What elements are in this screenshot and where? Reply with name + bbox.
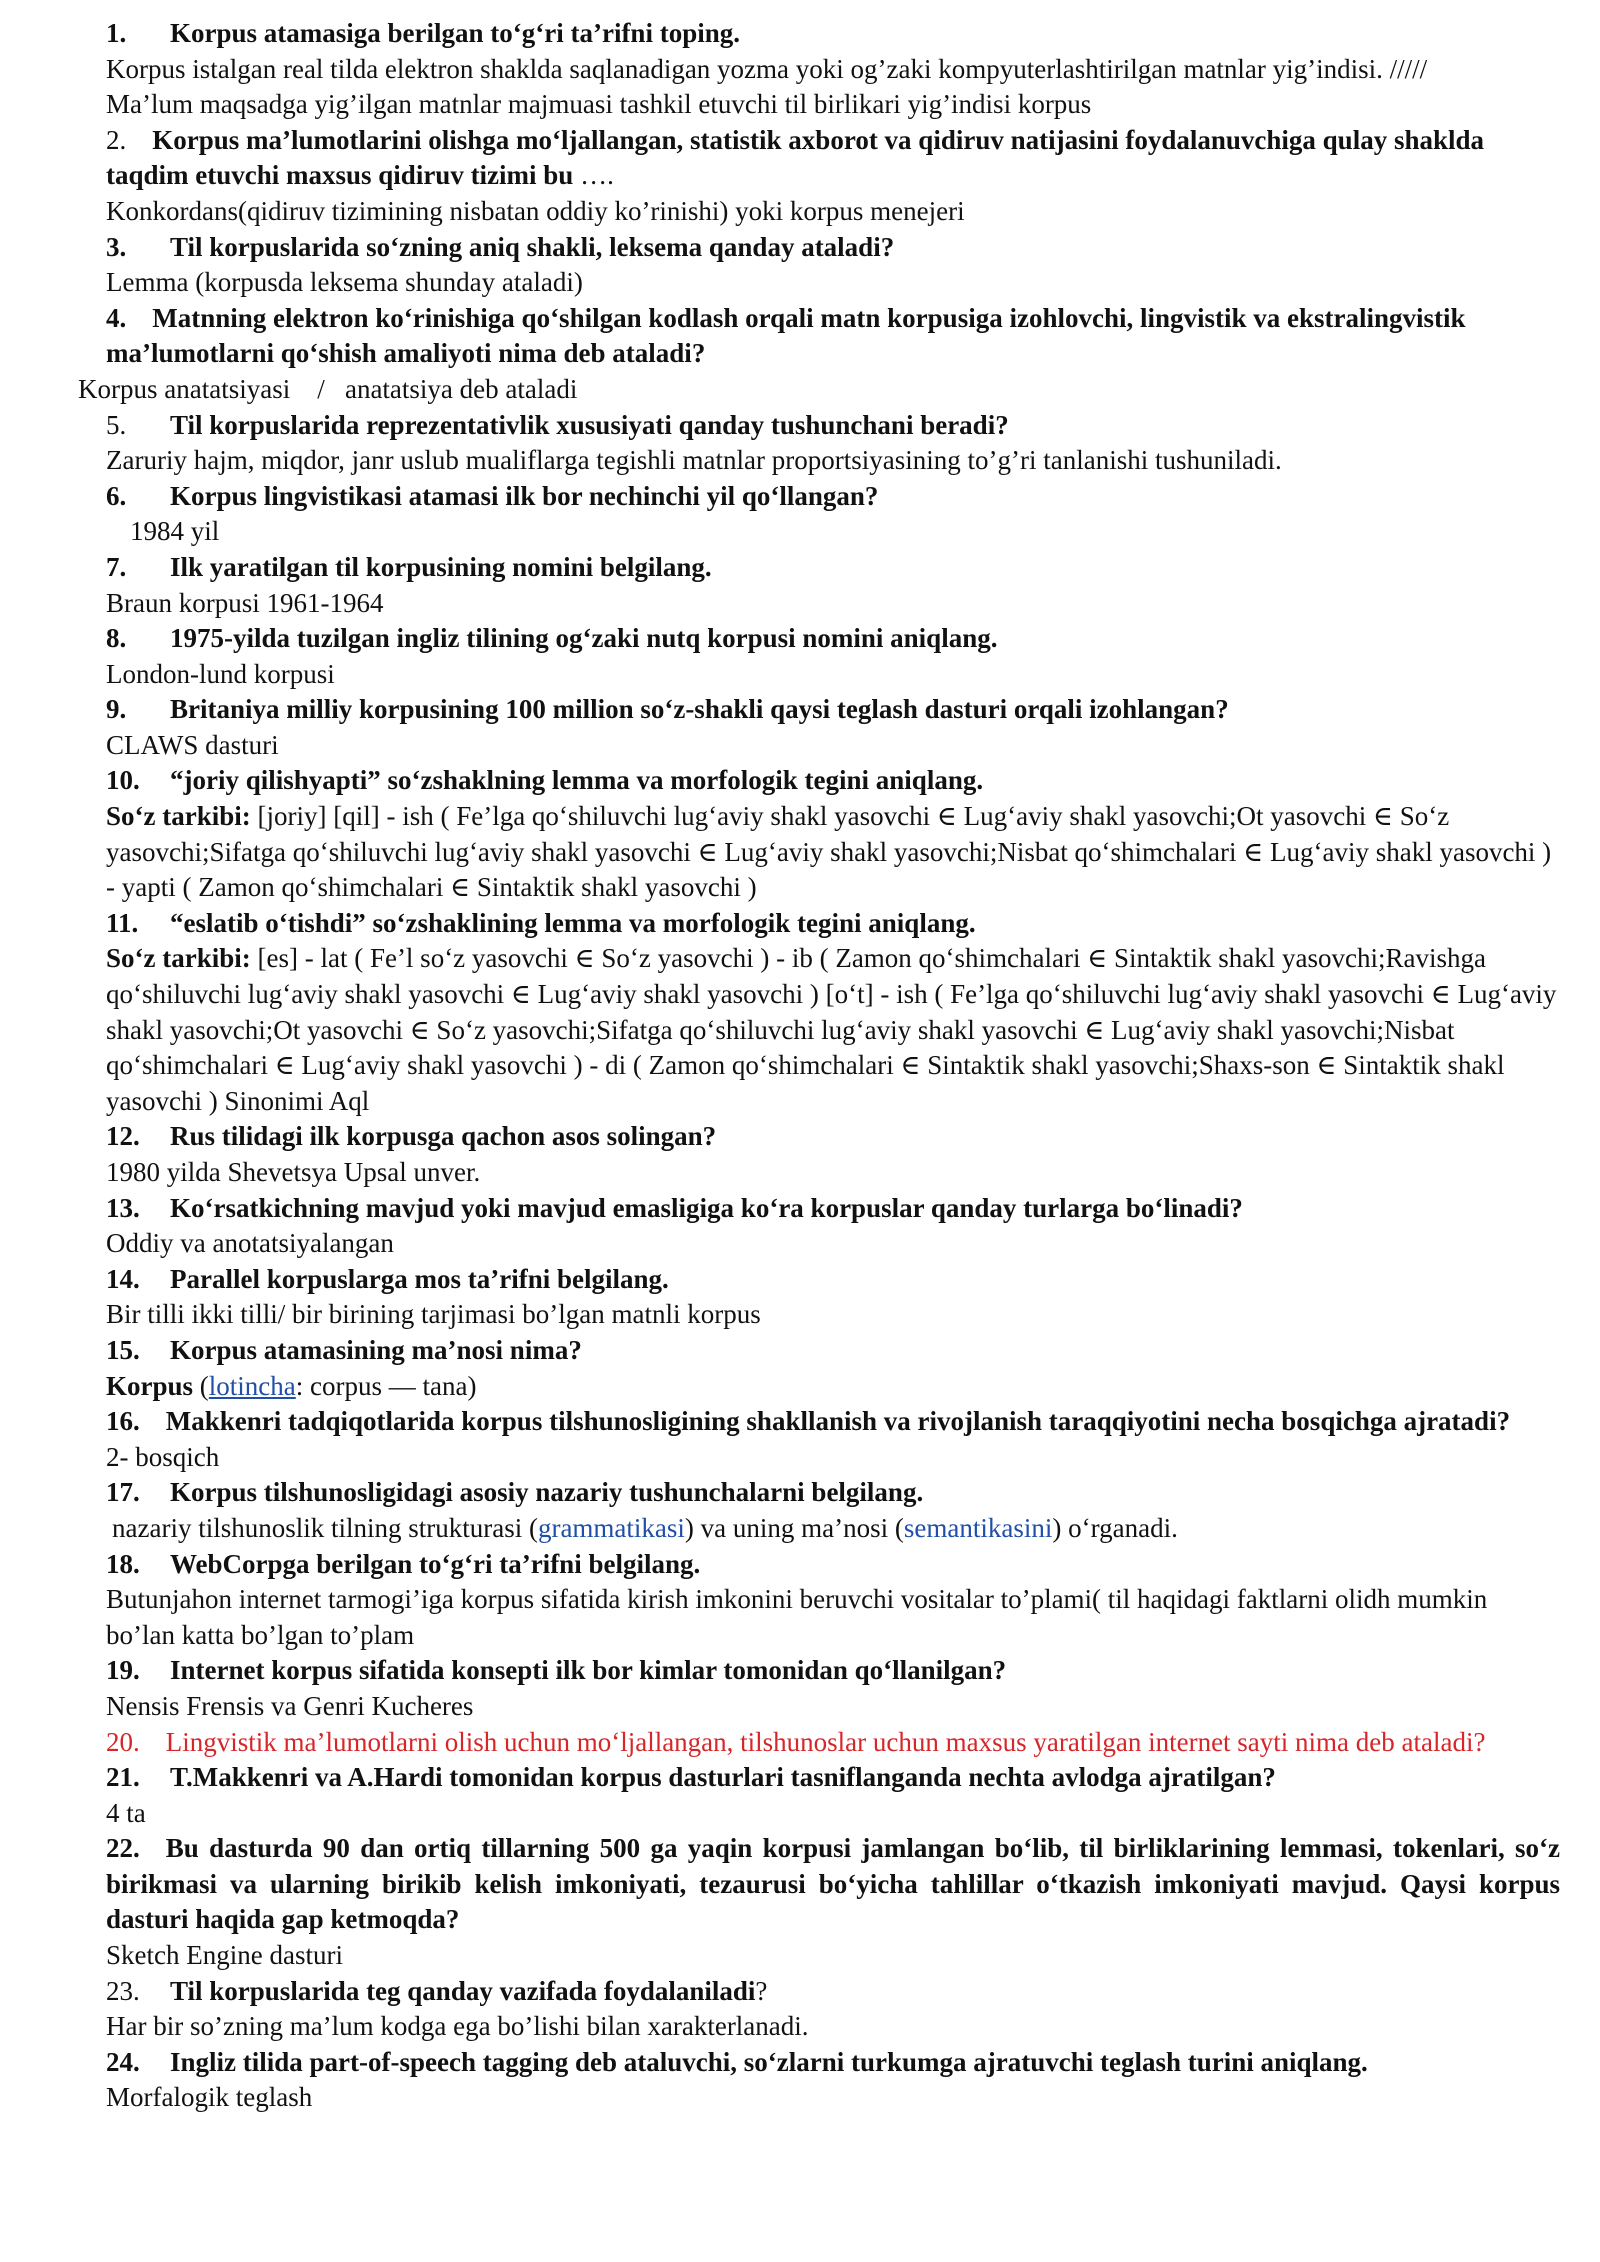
question-6 xyxy=(78,479,1560,515)
question-7 xyxy=(78,550,1560,586)
answer-22: Sketch Engine dasturi xyxy=(106,1940,343,1971)
answer-text: ) va uning ma’nosi ( xyxy=(684,1512,904,1543)
answer-21: 4 ta xyxy=(106,1797,146,1828)
question-text: Til korpuslarida reprezentativlik xususiyati qanday tushunchani beradi? xyxy=(170,409,1009,440)
question-4 xyxy=(78,301,1560,372)
question-text: Britaniya milliy korpusining 100 million so‘z-shakli qaysi teglash dasturi orqali izohlangan? xyxy=(170,694,1229,725)
question-21 xyxy=(78,1760,1560,1796)
question-1 xyxy=(78,16,1560,52)
document-page xyxy=(78,16,1560,2116)
question-text: Makkenri tadqiqotlarida korpus tilshunosligining shakllanish va rivojlanish taraqqiyotini necha bosqichga ajratadi? xyxy=(165,1406,1511,1437)
question-number: 18. xyxy=(106,1548,140,1579)
answer-16: 2- bosqich xyxy=(106,1441,220,1472)
answer-24: Morfalogik teglash xyxy=(106,2082,313,2113)
question-24 xyxy=(78,2045,1560,2081)
question-number: 1. xyxy=(106,18,127,48)
question-number: 23. xyxy=(106,1975,140,2006)
answer-12: 1980 yilda Shevetsya Upsal unver. xyxy=(106,1157,481,1187)
answer-text: ( xyxy=(193,1370,209,1401)
answer-8: London-lund korpusi xyxy=(106,658,335,689)
question-number: 7. xyxy=(106,551,127,582)
question-number: 12. xyxy=(106,1121,140,1152)
answer-23: Har bir so’zning ma’lum kodga ega bo’lishi bilan xarakterlanadi. xyxy=(106,2011,809,2042)
question-number: 13. xyxy=(106,1192,140,1223)
answer-1-part-2: Ma’lum maqsadga yig’ilgan matnlar majmuasi tashkil etuvchi til birlikari yig’indisi korpus xyxy=(106,89,1092,120)
question-22 xyxy=(78,1831,1560,1938)
question-number: 20. xyxy=(106,1726,140,1757)
question-number: 6. xyxy=(106,480,127,511)
answer-text: nazariy tilshunoslik tilning strukturasi ( xyxy=(112,1512,538,1543)
word-structure-text: [es] - lat ( Fe’l so‘z yasovchi ∈ So‘z yasovchi ) - ib ( Zamon qo‘shimchalari ∈ Sintaktik shakl yasovchi;Ravishga qo‘shiluvchi lug‘aviy shakl yasovchi ∈ Lug‘aviy shakl yasovchi ) [o‘t] - ish ( Fe’lga qo‘shiluvchi lug‘aviy shakl yasovchi ∈ Lug‘aviy shakl yasovchi;Ot yasovchi ∈ So‘z yasovchi;Sifatga qo‘shiluvchi lug‘aviy shakl yasovchi ∈ Lug‘aviy shakl yasovchi;Nisbat qo‘shimchalari ∈ Lug‘aviy shakl yasovchi ) - di ( Zamon qo‘shimchalari ∈ Sintaktik shakl yasovchi;Shaxs-son ∈ Sintaktik shakl yasovchi ) Sinonimi Aql xyxy=(106,943,1557,1116)
question-text: Korpus atamasining ma’nosi nima? xyxy=(170,1334,582,1365)
semantikasini-link[interactable]: semantikasini xyxy=(903,1512,1053,1543)
answer-2: Konkordans(qidiruv tizimining nisbatan oddiy ko’rinishi) yoki korpus menejeri xyxy=(106,195,965,226)
question-text: Til korpuslarida so‘zning aniq shakli, leksema qanday ataladi? xyxy=(170,231,895,262)
question-20 xyxy=(78,1725,1560,1761)
question-11 xyxy=(78,906,1560,942)
grammatikasi-link[interactable]: grammatikasi xyxy=(537,1512,685,1543)
question-text: Bu dasturda 90 dan ortiq tillarning 500 ga yaqin korpusi jamlangan bo‘lib, til birliklarining lemmasi, tokenlari, so‘z birikmasi va ularning birikib kelish imkoniyati, tezaurusi bo‘yicha tahlillar o‘tkazish imkoniyati mavjud. Qaysi korpus dasturi haqida gap ketmoqda? xyxy=(106,1833,1560,1935)
lotincha-link[interactable]: lotincha xyxy=(208,1370,296,1401)
answer-5: Zaruriy hajm, miqdor, janr uslub mualiflarga tegishli matnlar proportsiyasining to’g’ri tanlanishi tushuniladi. xyxy=(106,445,1282,476)
question-text xyxy=(170,1974,1560,2010)
question-number: 16. xyxy=(106,1406,140,1437)
question-10 xyxy=(78,763,1560,799)
answer-14: Bir tilli ikki tilli/ bir birining tarjimasi bo’lgan matnli korpus xyxy=(106,1299,761,1330)
answer-1-part-1: Korpus istalgan real tilda elektron shaklda saqlanadigan yozma yoki og’zaki kompyuterlashtirilgan matnlar yig’indisi. ///// xyxy=(106,53,1428,84)
answer-3: Lemma (korpusda leksema shunday ataladi) xyxy=(106,267,583,298)
question-text: Korpus ma’lumotlarini olishga mo‘ljallangan, statistik axborot va qidiruv natijasini foydalanuvchiga qulay shaklda taqdim etuvchi maxsus qidiruv tizimi bu xyxy=(106,124,1485,191)
answer-text: : corpus — tana) xyxy=(295,1370,477,1401)
question-number: 10. xyxy=(106,765,140,796)
question-2 xyxy=(78,123,1560,194)
question-number: 9. xyxy=(106,694,127,725)
question-number: 19. xyxy=(106,1655,140,1686)
question-8 xyxy=(78,621,1560,657)
question-19 xyxy=(78,1653,1560,1689)
question-17 xyxy=(78,1475,1560,1511)
question-text: Internet korpus sifatida konsepti ilk bor kimlar tomonidan qo‘llanilgan? xyxy=(170,1655,1007,1686)
question-number: 17. xyxy=(106,1477,140,1508)
question-text: Korpus lingvistikasi atamasi ilk bor nechinchi yil qo‘llangan? xyxy=(170,480,879,511)
answer-9: CLAWS dasturi xyxy=(106,729,279,760)
question-number: 2. xyxy=(106,124,127,155)
question-tail: …. xyxy=(573,160,614,191)
question-text: Ingliz tilida part-of-speech tagging deb ataluvchi, so‘zlarni turkumga ajratuvchi teglash turini aniqlang. xyxy=(170,2046,1368,2077)
question-18 xyxy=(78,1547,1560,1583)
answer-6: 1984 yil xyxy=(130,516,220,547)
question-text: Ilk yaratilgan til korpusining nomini belgilang. xyxy=(170,551,712,582)
question-number: 22. xyxy=(106,1833,140,1864)
answer-17 xyxy=(78,1511,1560,1547)
answer-4: Korpus anatatsiyasi / anatatsiya deb ataladi xyxy=(78,373,578,404)
question-23 xyxy=(78,1974,1560,2010)
question-text: T.Makkenri va A.Hardi tomonidan korpus dasturlari tasniflanganda nechta avlodga ajratilgan? xyxy=(170,1762,1276,1793)
question-number: 8. xyxy=(106,623,127,654)
question-number: 5. xyxy=(106,409,127,440)
question-text: Rus tilidagi ilk korpusga qachon asos solingan? xyxy=(170,1121,717,1152)
question-text: Til korpuslarida teg qanday vazifada foydalaniladi xyxy=(170,1975,756,2006)
question-text: Korpus tilshunosligidagi asosiy nazariy tushunchalarni belgilang. xyxy=(170,1477,924,1508)
question-number: 14. xyxy=(106,1263,140,1294)
answer-text: ) o‘rganadi. xyxy=(1052,1512,1178,1543)
question-3 xyxy=(78,230,1560,266)
word-structure-text: [joriy] [qil] - ish ( Fe’lga qo‘shiluvchi lug‘aviy shakl yasovchi ∈ Lug‘aviy shakl yasovchi;Ot yasovchi ∈ So‘z yasovchi;Sifatga qo‘shiluvchi lug‘aviy shakl yasovchi ∈ Lug‘aviy shakl yasovchi;Nisbat qo‘shimchalari ∈ Lug‘aviy shakl yasovchi ) - yapti ( Zamon qo‘shimchalari ∈ Sintaktik shakl yasovchi ) xyxy=(106,801,1552,903)
question-text: Korpus atamasiga berilgan to‘g‘ri ta’rifni toping. xyxy=(170,18,740,48)
answer-7: Braun korpusi 1961-1964 xyxy=(106,587,384,618)
question-16 xyxy=(78,1404,1560,1440)
answer-13: Oddiy va anotatsiyalangan xyxy=(106,1228,394,1259)
question-12 xyxy=(78,1119,1560,1155)
question-number: 11. xyxy=(106,907,139,938)
question-text: Matnning elektron ko‘rinishiga qo‘shilgan kodlash orqali matn korpusiga izohlovchi, lingvistik va ekstralingvistik ma’lumotlarni qo‘shish amaliyoti nima deb ataladi? xyxy=(106,302,1466,369)
question-9 xyxy=(78,692,1560,728)
question-14 xyxy=(78,1262,1560,1298)
word-structure-label: So‘z tarkibi: xyxy=(106,943,251,974)
question-text: Lingvistik ma’lumotlarni olish uchun mo‘ljallangan, tilshunoslar uchun maxsus yaratilgan internet sayti nima deb ataladi? xyxy=(165,1726,1486,1757)
question-text: WebCorpga berilgan to‘g‘ri ta’rifni belgilang. xyxy=(170,1548,701,1579)
word-structure-label: So‘z tarkibi: xyxy=(106,801,251,832)
question-text: Parallel korpuslarga mos ta’rifni belgilang. xyxy=(170,1263,669,1294)
question-15 xyxy=(78,1333,1560,1369)
question-5 xyxy=(78,408,1560,444)
question-text: “joriy qilishyapti” so‘zshaklning lemma va morfologik tegini aniqlang. xyxy=(170,765,984,796)
question-text: 1975-yilda tuzilgan ingliz tilining og‘zaki nutq korpusi nomini aniqlang. xyxy=(170,623,998,654)
answer-10 xyxy=(78,799,1560,906)
answer-11 xyxy=(78,941,1560,1119)
question-text: “eslatib o‘tishdi” so‘zshaklining lemma va morfologik tegini aniqlang. xyxy=(170,907,976,938)
answer-19: Nensis Frensis va Genri Kucheres xyxy=(106,1690,474,1721)
question-tail: ? xyxy=(755,1975,768,2006)
question-number: 21. xyxy=(106,1762,140,1793)
question-text: Ko‘rsatkichning mavjud yoki mavjud emasligiga ko‘ra korpuslar qanday turlarga bo‘linadi? xyxy=(170,1192,1243,1223)
answer-18: Butunjahon internet tarmogi’iga korpus sifatida kirish imkonini beruvchi vositalar to’plami( til haqidagi faktlarni olidh mumkin bo’lan katta bo’lgan to’plam xyxy=(106,1584,1488,1650)
question-number: 24. xyxy=(106,2046,140,2077)
question-13 xyxy=(78,1191,1560,1227)
answer-bold-term: Korpus xyxy=(106,1370,194,1401)
answer-15 xyxy=(78,1369,1560,1405)
question-number: 3. xyxy=(106,231,127,262)
question-number: 15. xyxy=(106,1334,140,1365)
question-number: 4. xyxy=(106,302,127,333)
